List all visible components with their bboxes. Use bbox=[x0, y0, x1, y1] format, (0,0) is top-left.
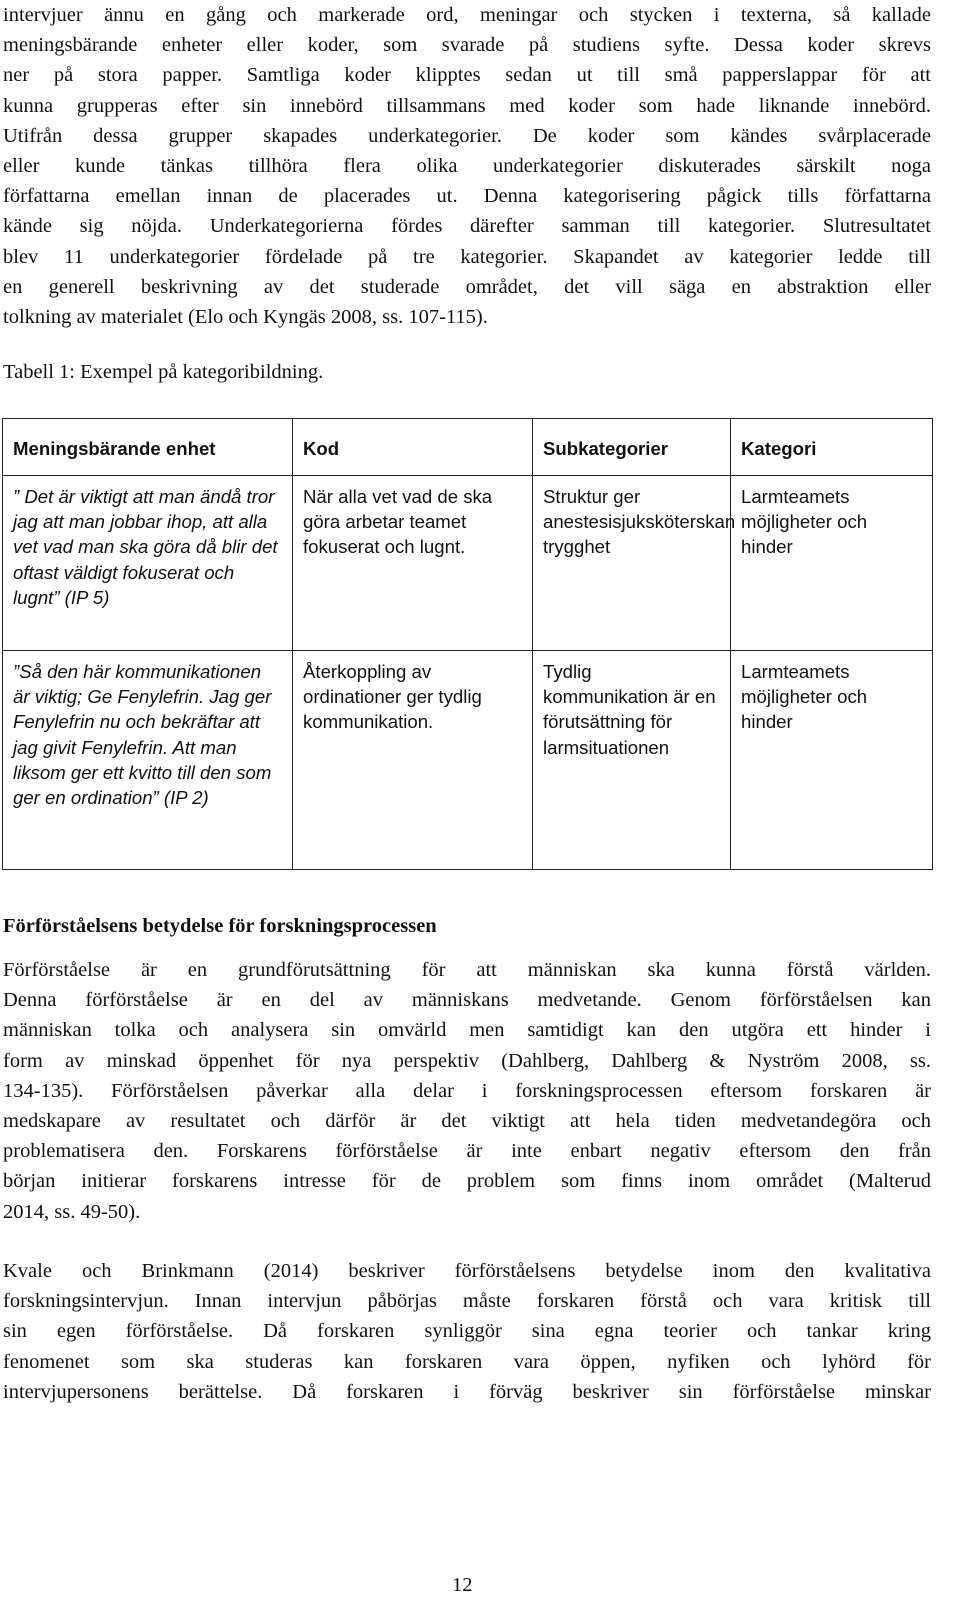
table-cell-subcategory: Struktur ger anestesisjuksköterskan trygghet bbox=[533, 476, 731, 651]
page-number: 12 bbox=[452, 1574, 473, 1596]
paragraph-preunderstanding bbox=[3, 955, 931, 1227]
text-line: meningsbärande enheter eller koder, som svarade på studiens syfte. Dessa koder skrevs bbox=[3, 34, 931, 57]
table-cell-category: Larmteamets möjligheter och hinder bbox=[731, 651, 933, 870]
table-cell-code: Återkoppling av ordinationer ger tydlig kommunikation. bbox=[293, 651, 533, 870]
table-header-row bbox=[3, 419, 933, 476]
text-line: en generell beskrivning av det studerade området, det vill säga en abstraktion eller bbox=[3, 275, 931, 298]
column-header: Subkategorier bbox=[533, 419, 731, 476]
text-line: Förförståelse är en grundförutsättning för att människan ska kunna förstå världen. bbox=[3, 959, 931, 981]
paragraph-method bbox=[3, 0, 931, 332]
table-row bbox=[3, 651, 933, 870]
text-line: 134-135). Förförståelsen påverkar alla delar i forskningsprocessen eftersom forskaren är bbox=[3, 1079, 931, 1102]
table-caption: Tabell 1: Exempel på kategoribildning. bbox=[3, 361, 324, 383]
text-line: 2014, ss. 49-50). bbox=[3, 1200, 141, 1223]
text-line: ner på stora papper. Samtliga koder klipptes sedan ut till små papperslappar för att bbox=[3, 64, 931, 87]
table-cell-category: Larmteamets möjligheter och hinder bbox=[731, 476, 933, 651]
text-line: människan tolka och analysera sin omvärld men samtidigt kan den utgöra ett hinder i bbox=[3, 1019, 931, 1042]
text-line: fenomenet som ska studeras kan forskaren vara öppen, nyfiken och lyhörd för bbox=[3, 1350, 931, 1373]
table-cell-subcategory: Tydlig kommunikation är en förutsättning för larmsituationen bbox=[533, 651, 731, 870]
table-cell-code: När alla vet vad de ska göra arbetar teamet fokuserat och lugnt. bbox=[293, 476, 533, 651]
column-header: Meningsbärande enhet bbox=[3, 419, 293, 476]
section-heading: Förförståelsens betydelse för forskningsprocessen bbox=[3, 915, 437, 937]
text-line: Utifrån dessa grupper skapades underkategorier. De koder som kändes svårplacerade bbox=[3, 124, 931, 147]
column-header: Kategori bbox=[731, 419, 933, 476]
text-line: form av minskad öppenhet för nya perspektiv (Dahlberg, Dahlberg & Nyström 2008, ss. bbox=[3, 1049, 931, 1072]
text-line: blev 11 underkategorier fördelade på tre kategorier. Skapandet av kategorier ledde till bbox=[3, 245, 931, 268]
text-line: intervjuer ännu en gång och markerade ord, meningar och stycken i texterna, så kallade bbox=[3, 4, 931, 26]
text-line: Kvale och Brinkmann (2014) beskriver förförståelsens betydelse inom den kvalitativa bbox=[3, 1260, 931, 1282]
text-line: kände sig nöjda. Underkategorierna fördes därefter samman till kategorier. Slutresultatet bbox=[3, 215, 931, 238]
text-line: medskapare av resultatet och därför är det viktigt att hela tiden medvetandegöra och bbox=[3, 1110, 931, 1133]
column-header: Kod bbox=[293, 419, 533, 476]
text-line: början initierar forskarens intresse för de problem som finns inom området (Malterud bbox=[3, 1170, 931, 1193]
category-table bbox=[2, 418, 933, 870]
text-line: tolkning av materialet (Elo och Kyngäs 2008, ss. 107-115). bbox=[3, 306, 488, 329]
paragraph-interview bbox=[3, 1256, 931, 1407]
text-line: intervjupersonens berättelse. Då forskaren i förväg beskriver sin förförståelse minskar bbox=[3, 1380, 931, 1403]
table-cell-meaning-unit: ” Det är viktigt att man ändå tror jag att man jobbar ihop, att alla vet vad man ska göra då blir det oftast väldigt fokuserat och lugnt” (IP 5) bbox=[3, 476, 293, 651]
table-cell-meaning-unit: ”Så den här kommunikationen är viktig; Ge Fenylefrin. Jag ger Fenylefrin nu och bekräftar att jag givit Fenylefrin. Att man liksom ger ett kvitto till den som ger en ordination” (IP 2) bbox=[3, 651, 293, 870]
text-line: forskningsintervjun. Innan intervjun påbörjas måste forskaren förstå och vara kritisk till bbox=[3, 1290, 931, 1313]
text-line: sin egen förförståelse. Då forskaren synliggör sina egna teorier och tankar kring bbox=[3, 1320, 931, 1343]
text-line: författarna emellan innan de placerades ut. Denna kategorisering pågick tills författarna bbox=[3, 185, 931, 208]
text-line: Denna förförståelse är en del av människans medvetande. Genom förförståelsen kan bbox=[3, 989, 931, 1012]
text-line: problematisera den. Forskarens förförståelse är inte enbart negativ eftersom den från bbox=[3, 1140, 931, 1163]
text-line: kunna grupperas efter sin innebörd tillsammans med koder som hade liknande innebörd. bbox=[3, 94, 931, 117]
text-line: eller kunde tänkas tillhöra flera olika underkategorier diskuterades särskilt noga bbox=[3, 155, 931, 178]
table-row bbox=[3, 476, 933, 651]
